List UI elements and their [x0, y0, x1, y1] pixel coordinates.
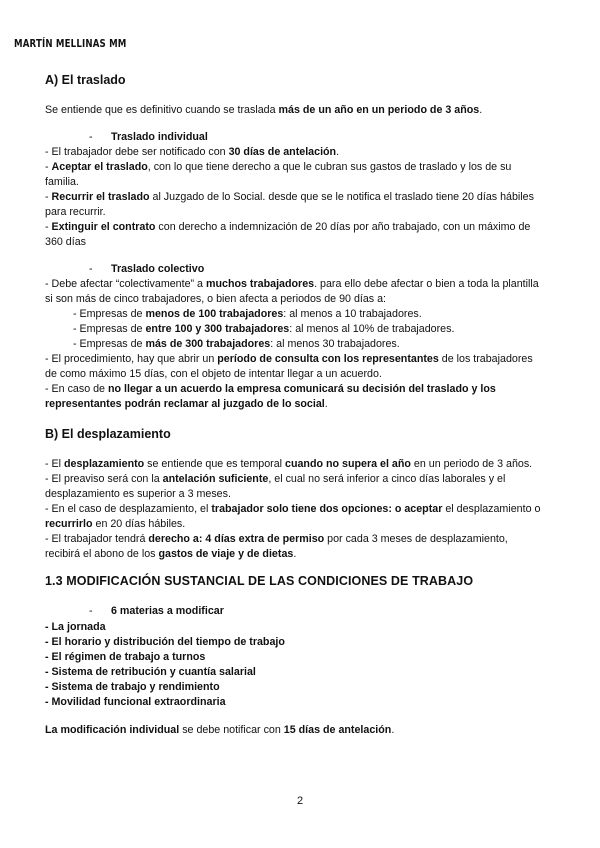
list-item: - Sistema de trabajo y rendimiento — [45, 681, 220, 693]
list-item: - El horario y distribución del tiempo de trabajo — [45, 636, 285, 648]
text-run: . — [391, 724, 395, 736]
text-run: - Empresas de — [73, 308, 146, 320]
text-run: - El — [45, 458, 65, 470]
heading-dash: - — [89, 263, 93, 275]
text-run: familia. — [45, 176, 79, 188]
body-line — [45, 235, 565, 250]
heading-dash: - — [89, 131, 93, 143]
text-run: al Juzgado de lo Social. desde que se le notifica el traslado tiene 20 días hábiles — [149, 191, 534, 203]
body-line — [45, 352, 565, 367]
text-run: se debe notificar con — [179, 724, 284, 736]
text-run: . — [293, 548, 297, 560]
list-item: - El régimen de trabajo a turnos — [45, 651, 206, 663]
bold-text: más de 300 trabajadores — [145, 338, 271, 350]
text-run: . — [324, 398, 328, 410]
text-run: Se entiende que es definitivo cuando se traslada — [45, 104, 279, 116]
bold-text: trabajador solo tiene dos opciones: o aceptar — [211, 503, 443, 515]
text-run: : al menos 30 trabajadores. — [270, 338, 400, 350]
text-run: - Debe afectar “colectivamente” a — [45, 278, 206, 290]
heading-dash: - — [89, 605, 93, 617]
text-run: , con lo que tiene derecho a que le cubran sus gastos de traslado y los de su — [147, 161, 512, 173]
text-run: - El trabajador tendrá — [45, 533, 149, 545]
page-number: 2 — [296, 795, 304, 807]
body-line — [45, 292, 565, 307]
section-b-body — [45, 457, 565, 562]
bold-text: Extinguir el contrato — [51, 221, 156, 233]
bold-text: período de consulta con los representantes — [217, 353, 439, 365]
bold-text: 30 días de antelación — [228, 146, 337, 158]
text-run: - En caso de — [45, 383, 108, 395]
body-line — [45, 547, 565, 562]
body-line — [45, 517, 565, 532]
body-line — [45, 190, 565, 205]
bold-text: Recurrir el traslado — [51, 191, 150, 203]
body-line — [45, 277, 565, 292]
bold-text: gastos de viaje y de dietas — [158, 548, 294, 560]
materias-list — [45, 620, 565, 710]
list-item: - La jornada — [45, 621, 106, 633]
bold-text: más de un año en un periodo de 3 años — [278, 104, 480, 116]
text-run: en un periodo de 3 años. — [410, 458, 533, 470]
body-line — [45, 457, 565, 472]
traslado-individual-body — [45, 145, 565, 250]
text-run: el desplazamiento o — [442, 503, 541, 515]
body-line — [45, 145, 565, 160]
bold-text: no llegar a un acuerdo la empresa comunicará su decisión del traslado y los — [107, 383, 496, 395]
bold-text: menos de 100 trabajadores — [145, 308, 284, 320]
bold-text: La modificación individual — [45, 724, 180, 736]
text-run: desplazamiento es superior a 3 meses. — [45, 488, 231, 500]
body-line — [45, 397, 565, 412]
section-a-title: A) El traslado — [45, 73, 126, 87]
traslado-individual-heading — [89, 131, 208, 143]
bold-text: entre 100 y 300 trabajadores — [145, 323, 290, 335]
bold-text: Aceptar el traslado — [51, 161, 148, 173]
text-run: - Empresas de — [73, 338, 146, 350]
bold-text: cuando no supera el año — [285, 458, 411, 470]
bold-text: representantes podrán reclamar al juzgado de lo social — [45, 398, 325, 410]
heading-text: 6 materias a modificar — [111, 605, 224, 617]
text-run: de como máximo 15 días, con el objeto de intentar llegar a un acuerdo. — [45, 368, 382, 380]
bold-text: antelación suficiente — [162, 473, 269, 485]
body-line — [45, 367, 565, 382]
bold-text: muchos trabajadores — [205, 278, 315, 290]
text-run: . — [479, 104, 483, 116]
text-run: - Empresas de — [73, 323, 146, 335]
body-line — [45, 220, 565, 235]
heading-text: Traslado colectivo — [111, 263, 205, 275]
text-run: - — [45, 191, 52, 203]
bold-text: recurrirlo — [45, 518, 93, 530]
body-line — [45, 175, 565, 190]
section-b-title: B) El desplazamiento — [45, 427, 171, 441]
text-run: : al menos a 10 trabajadores. — [283, 308, 422, 320]
text-run: : al menos al 10% de trabajadores. — [289, 323, 455, 335]
text-run: se entiende que es temporal — [144, 458, 286, 470]
text-run: - — [45, 161, 52, 173]
body-line — [45, 502, 565, 517]
text-run: con derecho a indemnización de 20 días por año trabajado, con un máximo de — [155, 221, 531, 233]
intro-line — [45, 103, 565, 118]
list-item: - Sistema de retribución y cuantía salarial — [45, 666, 256, 678]
text-run: 360 días — [45, 236, 87, 248]
text-run: . para ello debe afectar o bien a toda la plantilla — [314, 278, 539, 290]
text-run: . — [336, 146, 340, 158]
section-a-intro — [45, 103, 565, 118]
closing-paragraph — [45, 723, 565, 738]
bullet-line — [45, 322, 565, 337]
closing-line — [45, 723, 565, 738]
body-line — [45, 472, 565, 487]
text-run: - En el caso de desplazamiento, el — [45, 503, 212, 515]
text-run: , el cual no será inferior a cinco días laborales y el — [268, 473, 506, 485]
author-header: MARTÍN MELLINAS MM — [14, 38, 127, 50]
text-run: - El procedimiento, hay que abrir un — [45, 353, 218, 365]
bullet-line — [45, 337, 565, 352]
list-item: - Movilidad funcional extraordinaria — [45, 696, 226, 708]
text-run: recibirá el abono de los — [45, 548, 159, 560]
body-line — [45, 160, 565, 175]
traslado-colectivo-heading — [89, 263, 204, 275]
bold-text: 15 días de antelación — [283, 724, 392, 736]
text-run: - — [45, 221, 52, 233]
text-run: en 20 días hábiles. — [92, 518, 186, 530]
body-line — [45, 382, 565, 397]
bold-text: derecho a: 4 días extra de permiso — [148, 533, 325, 545]
traslado-colectivo-body — [45, 277, 565, 412]
body-line — [45, 532, 565, 547]
section-1-3-title: 1.3 MODIFICACIÓN SUSTANCIAL DE LAS CONDICIONES DE TRABAJO — [45, 574, 474, 588]
heading-text: Traslado individual — [111, 131, 208, 143]
text-run: de los trabajadores — [438, 353, 533, 365]
materias-heading — [89, 605, 224, 617]
text-run: - El trabajador debe ser notificado con — [45, 146, 229, 158]
bullet-line — [45, 307, 565, 322]
text-run: - El preaviso será con la — [45, 473, 163, 485]
body-line — [45, 205, 565, 220]
body-line — [45, 487, 565, 502]
text-run: por cada 3 meses de desplazamiento, — [324, 533, 508, 545]
text-run: para recurrir. — [45, 206, 106, 218]
bold-text: desplazamiento — [64, 458, 145, 470]
text-run: si son más de cinco trabajadores, o bien afecta a periodos de 90 días a: — [45, 293, 387, 305]
